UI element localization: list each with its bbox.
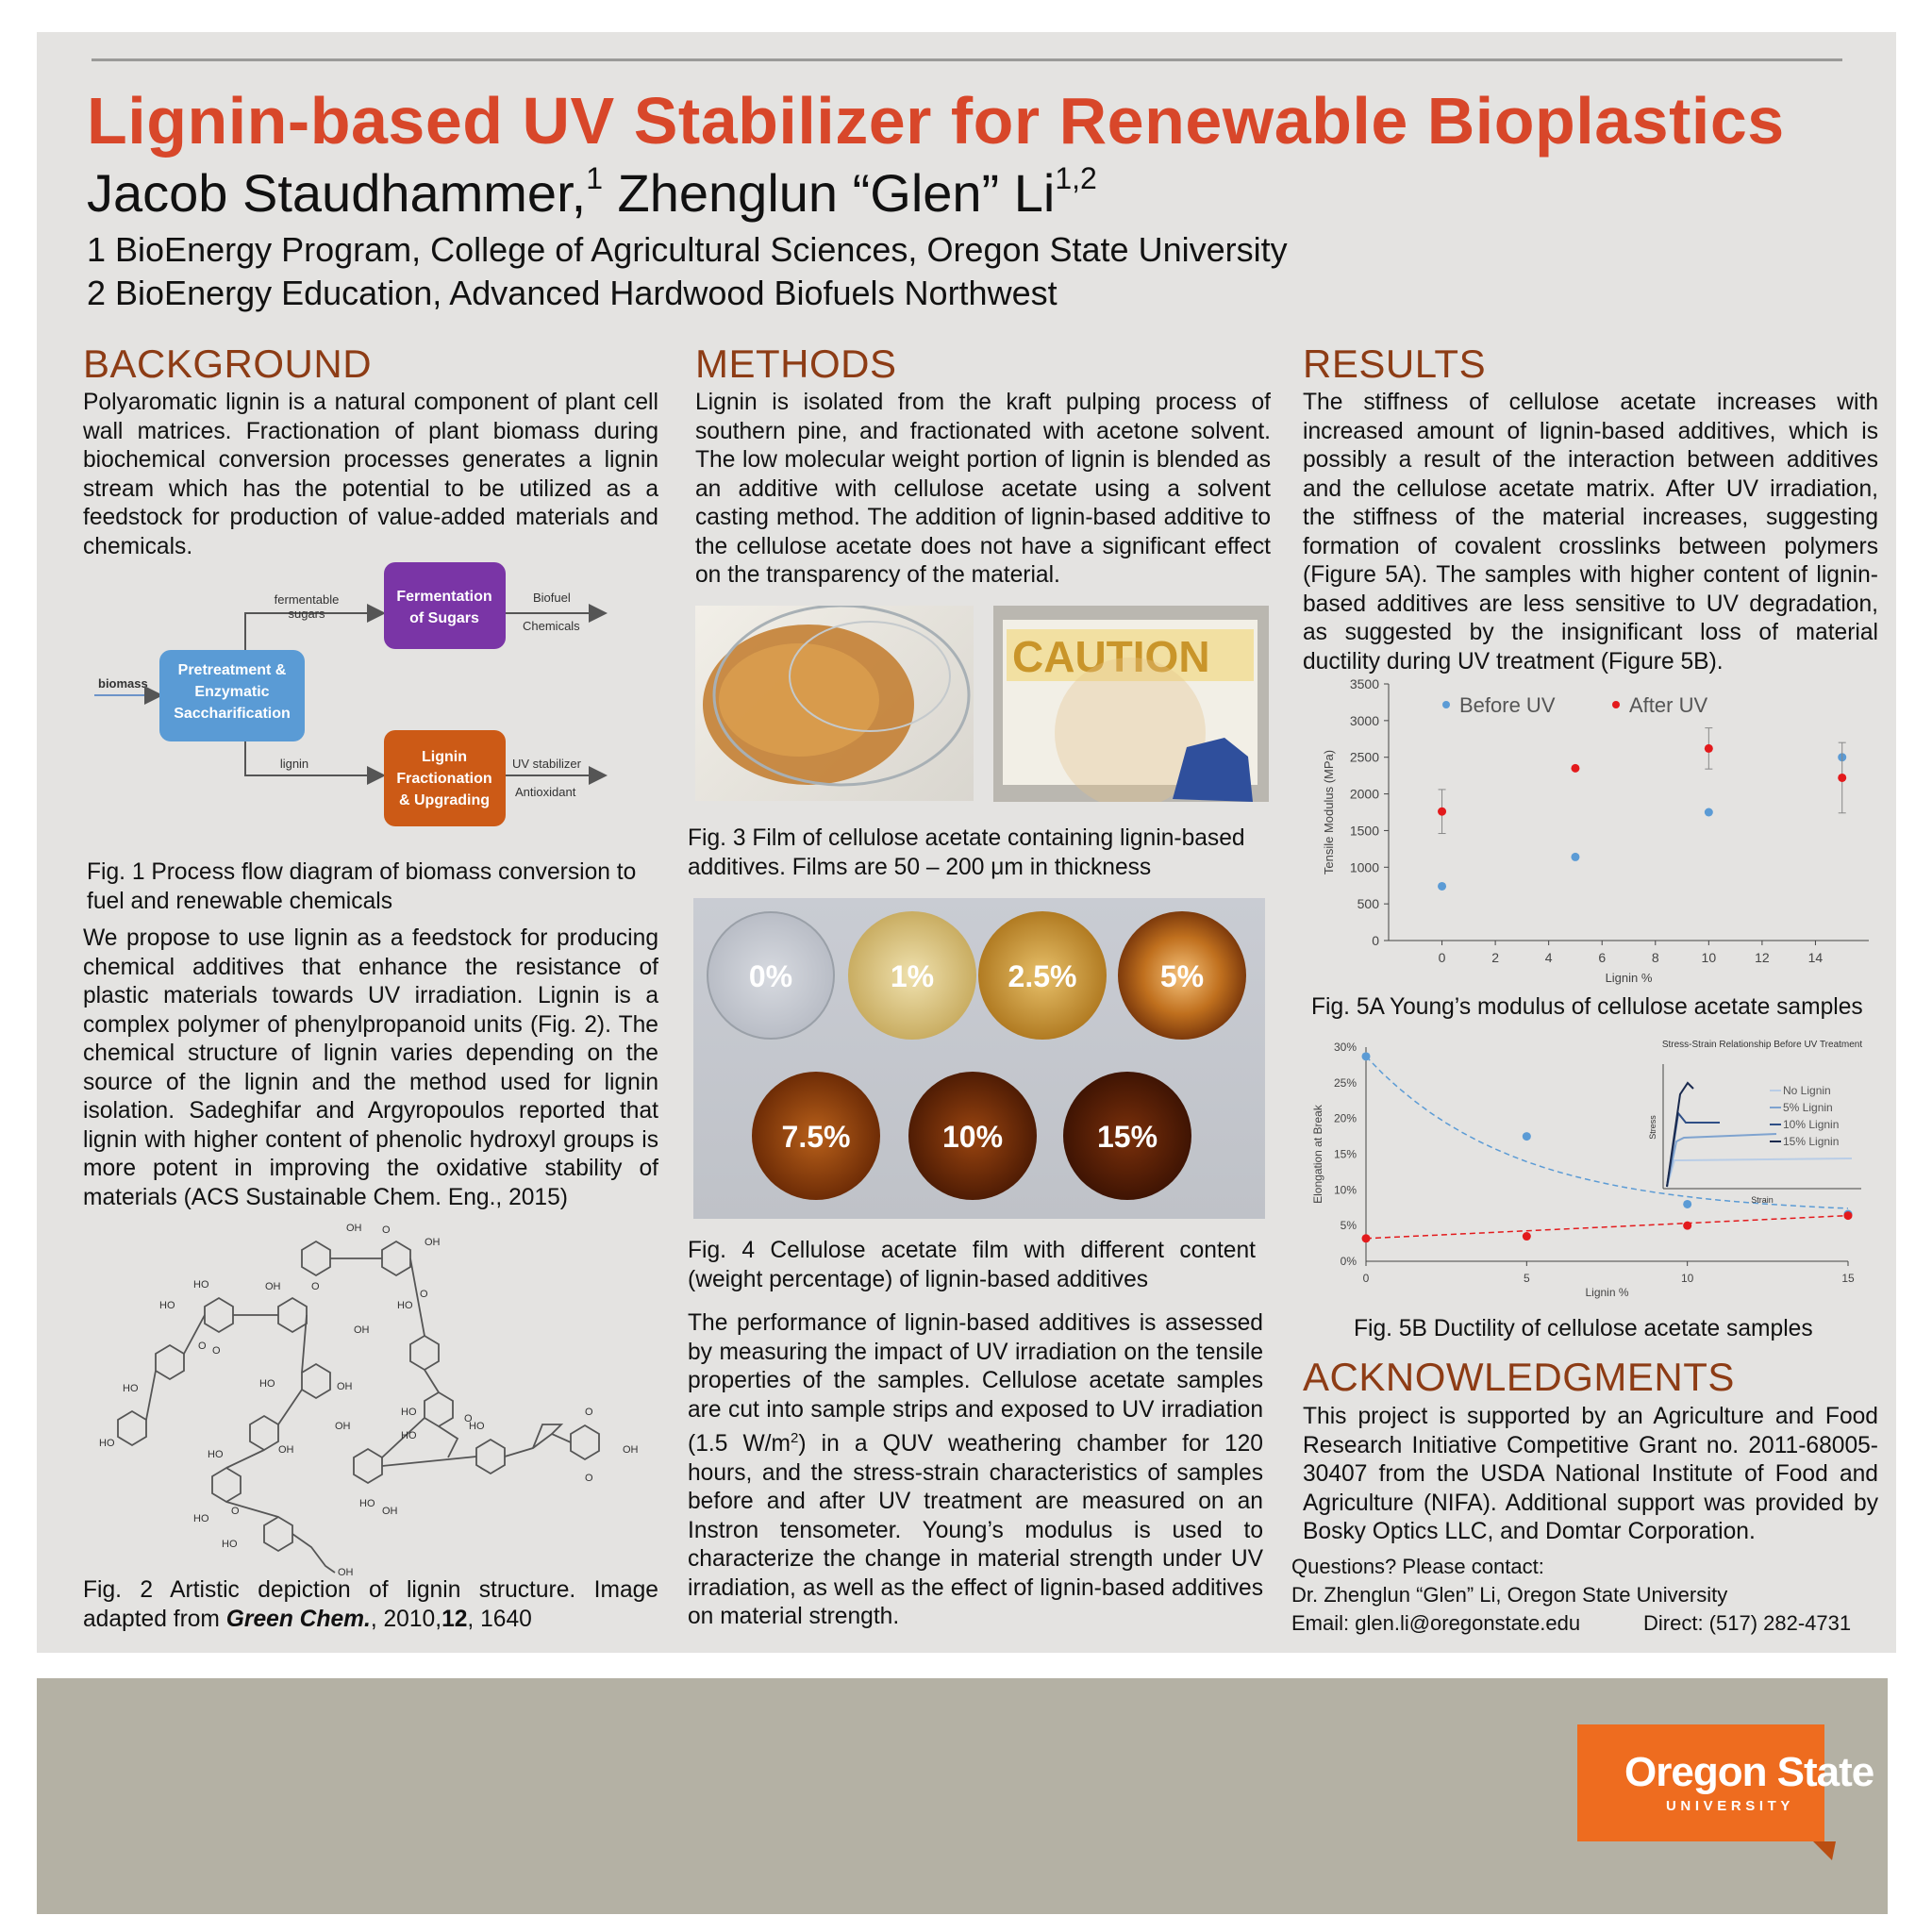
lignin-box-label-1: Lignin [422,749,467,765]
svg-text:HO: HO [193,1513,209,1524]
y-tick-label: 2000 [1349,786,1379,802]
svg-text:HO: HO [401,1407,417,1418]
x-tick-label: 12 [1755,950,1770,965]
methods-paragraph-2: The performance of lignin-based additives is assessed by measuring the impact of UV irradiation on the tensile properties of the samples. Cellulose acetate samples are cut into sample strips and exposed to UV irradiation (1.5 $W/m^2$) in a QUV weathering chamber for 120 hours, and the stress-strain characteristics of samples before and after UV treatment are measured on an Instron tensometer. Young’s modulus is used to characterize the change in material strength under UV irradiation, as well as the effect of lignin-based additives on material strength. [688,1310,1263,1630]
y-axis-label: Tensile Modulus (MPa) [1322,749,1336,875]
background-paragraph-2: We propose to use lignin as a feedstock for producing chemical additives that enhance the resistance of plastic materials towards UV irradiation. Lignin is a complex polymer of phenylpropanoid units (Fig. 2). The chemical structure of lignin varies depending on the source of the lignin and the method used for lignin isolation. Sadeghifar and Argyropoulos reported that lignin with higher content of phenolic hydroxyl groups is more potent in improving the oxidative stability of materials (ACS Sustainable Chem. Eng., 2015) [83,925,658,1210]
data-point [1683,1222,1691,1230]
authors: Jacob Staudhammer,$^1$ Zhenglun “Glen” Li$^{1,2}$ [87,161,1097,223]
svg-text:HO: HO [401,1430,417,1441]
pretreatment-label-1: Pretreatment & [177,662,287,678]
fig2-caption: Fig. 2 Artistic depiction of lignin structure. Image adapted from Green Chem., 2010,12, 1640 [83,1577,658,1632]
y-tick-label: 0 [1372,933,1379,948]
legend-label-1: Before UV [1459,693,1556,717]
data-point [1438,882,1446,891]
antioxidant-label: Antioxidant [515,785,576,799]
film-label-0: 0% [748,959,793,993]
film-label-3: 5% [1159,959,1205,993]
x-axis-label: Lignin % [1605,971,1653,985]
inset-x-label: Strain [1751,1195,1774,1205]
biofuel-label: Biofuel [533,591,571,605]
svg-text:O: O [585,1407,593,1418]
trend-line-2 [1366,1216,1848,1239]
svg-text:OH: OH [278,1444,294,1456]
svg-text:OH: OH [265,1281,281,1292]
svg-text:OH: OH [623,1444,639,1456]
inset-curve-1 [1667,1158,1852,1187]
affiliation-1: 1 BioEnergy Program, College of Agricultural Sciences, Oregon State University [87,230,1288,269]
lignin-box-label-3: & Upgrading [399,792,490,808]
x-axis-label: Lignin % [1585,1286,1629,1299]
contact-prompt: Questions? Please contact: [1291,1555,1544,1578]
film-label-2: 2.5% [1008,959,1077,993]
lignin-box-label-2: Fractionation [396,771,492,787]
x-tick-label: 10 [1680,1272,1694,1285]
trend-line-1 [1366,1057,1848,1208]
svg-text:O: O [420,1289,428,1300]
data-point [1438,808,1446,816]
data-point [1362,1234,1371,1242]
svg-text:HO: HO [208,1449,224,1460]
y-tick-label: 15% [1333,1147,1357,1161]
film-series-photo [693,898,1265,1219]
uv-stabilizer-label: UV stabilizer [512,757,581,771]
contact-email[interactable]: Email: glen.li@oregonstate.edu [1291,1611,1581,1635]
inset-y-label: Stress [1648,1115,1657,1140]
fermentation-box [384,562,506,649]
contact-phone: Direct: (517) 282-4731 [1643,1611,1852,1635]
legend-label-2: After UV [1629,693,1708,717]
x-tick-label: 15 [1841,1272,1855,1285]
x-tick-label: 0 [1438,950,1446,965]
fig5a-caption: Fig. 5A Young’s modulus of cellulose acetate samples [1311,994,1863,1020]
svg-text:HO: HO [397,1300,413,1311]
y-tick-label: 5% [1340,1219,1357,1233]
film-petri-dish-photo [695,606,974,801]
data-point [1683,1200,1691,1208]
contact-name: Dr. Zhenglun “Glen” Li, Oregon State University [1291,1583,1728,1607]
svg-text:OH: OH [338,1567,354,1575]
svg-text:HO: HO [99,1438,115,1449]
acknowledgments-paragraph: This project is supported by an Agriculture and Food Research Initiative Competitive Grant no. 2011-68005-30407 from the USDA National Institute of Food and Agriculture (NIFA). Additional support was provided by Bosky Optics LLC, and Domtar Corporation. [1303,1404,1878,1544]
background-heading: BACKGROUND [83,341,373,386]
svg-text:OH: OH [335,1421,351,1432]
y-tick-label: 25% [1333,1075,1357,1090]
logo-subtitle: UNIVERSITY [1666,1798,1795,1814]
data-point [1705,744,1713,753]
data-point [1844,1211,1853,1220]
pretreatment-label-2: Enzymatic [194,684,270,700]
y-tick-label: 10% [1333,1183,1357,1197]
fermentable-label-1: fermentable [274,592,340,607]
x-tick-label: 8 [1651,950,1659,965]
x-tick-label: 4 [1544,950,1553,965]
svg-text:O: O [311,1281,320,1292]
svg-text:O: O [198,1341,207,1352]
svg-text:HO: HO [259,1378,275,1390]
flow-biomass-label: biomass [98,676,148,691]
film-label-4: 7.5% [781,1120,851,1154]
process-flow-diagram [90,557,618,830]
methods-paragraph-1: Lignin is isolated from the kraft pulping process of southern pine, and fractionated with acetone solvent. The low molecular weight portion of lignin is blended as an additive with cellulose acetate using a solvent casting method. The addition of lignin-based additive to the cellulose acetate does not have a significant effect on the transparency of the material. [695,390,1271,588]
fermentation-label-2: of Sugars [409,610,479,626]
young-modulus-chart [1303,675,1888,991]
film-label-5: 10% [941,1120,1004,1154]
y-tick-label: 30% [1333,1041,1357,1054]
svg-text:OH: OH [382,1506,398,1517]
x-tick-label: 10 [1701,950,1717,965]
svg-text:O: O [382,1224,391,1236]
legend-marker-1 [1442,701,1450,708]
fig3-caption: Fig. 3 Film of cellulose acetate containing lignin-based additives. Films are 50 – 200 μm in thickness [688,825,1245,880]
legend-marker-2 [1612,701,1620,708]
background-paragraph-1: Polyaromatic lignin is a natural component of plant cell wall matrices. Fractionation of plant biomass during biochemical conversion processes generates a lignin stream which has the potential to be utilized as a feedstock for production of value-added materials and chemicals. [83,390,658,559]
data-point [1571,764,1579,773]
fig4-caption: Fig. 4 Cellulose acetate film with different content (weight percentage) of lignin-based additives [688,1238,1256,1292]
svg-text:HO: HO [222,1539,238,1550]
film-label-6: 15% [1096,1120,1158,1154]
pretreatment-label-3: Saccharification [174,706,291,722]
y-tick-label: 20% [1333,1111,1357,1125]
fermentation-label-1: Fermentation [396,589,492,605]
caution-text: CAUTION [1012,632,1210,681]
data-point [1838,774,1846,782]
svg-text:OH: OH [425,1237,441,1248]
results-heading: RESULTS [1303,341,1487,386]
svg-text:HO: HO [469,1421,485,1432]
data-point [1523,1232,1531,1241]
fermentable-label-2: sugars [288,607,325,621]
inset-legend-label-1: No Lignin [1783,1084,1831,1097]
inset-legend-label-2: 5% Lignin [1783,1101,1833,1114]
data-point [1362,1052,1371,1060]
svg-text:HO: HO [193,1279,209,1291]
svg-text:OH: OH [346,1223,362,1234]
y-tick-label: 0% [1340,1255,1357,1268]
inset-title: Stress-Strain Relationship Before UV Treatment [1661,1040,1863,1050]
data-point [1523,1132,1531,1141]
svg-text:O: O [464,1413,473,1424]
methods-heading: METHODS [695,341,897,386]
lignin-structure-illustration [99,1222,651,1575]
inset-legend-label-3: 10% Lignin [1783,1118,1840,1131]
osu-logo [1577,1724,1874,1841]
affiliation-2: 2 BioEnergy Education, Advanced Hardwood Biofuels Northwest [87,274,1058,312]
svg-text:HO: HO [123,1383,139,1394]
y-axis-label: Elongation at Break [1311,1105,1324,1204]
x-tick-label: 0 [1362,1272,1370,1285]
svg-text:HO: HO [359,1498,375,1509]
film-caution-sign-photo [993,606,1269,802]
y-tick-label: 1500 [1349,823,1379,839]
data-point [1571,853,1579,861]
results-paragraph: The stiffness of cellulose acetate increases with increased amount of lignin-based additives, which is possibly a result of the interaction between additives and the cellulose acetate matrix. After UV irradiation, the stiffness of the material increases, suggesting formation of covalent crosslinks between polymers (Figure 5A). The samples with higher content of lignin-based additives are less sensitive to UV degradation, as suggested by the insignificant loss of material ductility during UV treatment (Figure 5B). [1303,390,1878,675]
y-tick-label: 3500 [1349,676,1379,691]
fig5b-caption: Fig. 5B Ductility of cellulose acetate samples [1354,1316,1813,1341]
film-label-1: 1% [890,959,935,993]
svg-text:O: O [585,1473,593,1484]
data-point [1705,808,1713,817]
fig1-caption: Fig. 1 Process flow diagram of biomass conversion to fuel and renewable chemicals [87,859,637,914]
svg-text:OH: OH [354,1324,370,1336]
y-tick-label: 500 [1357,896,1379,912]
y-tick-label: 1000 [1349,859,1379,875]
svg-text:O: O [212,1345,221,1357]
svg-text:O: O [231,1506,240,1517]
x-tick-label: 14 [1807,950,1824,965]
x-tick-label: 5 [1523,1272,1530,1285]
acknowledgments-heading: ACKNOWLEDGMENTS [1303,1355,1735,1399]
svg-text:HO: HO [159,1300,175,1311]
y-tick-label: 3000 [1349,712,1379,728]
y-tick-label: 2500 [1349,749,1379,765]
chemicals-label: Chemicals [523,619,580,633]
inset-legend-label-4: 15% Lignin [1783,1135,1840,1148]
logo-wordmark: Oregon State [1624,1749,1874,1795]
x-tick-label: 2 [1491,950,1500,965]
poster-title: Lignin-based UV Stabilizer for Renewable Bioplastics [87,84,1785,158]
title-rule [92,58,1842,61]
lignin-flow-label: lignin [279,757,309,771]
svg-text:OH: OH [337,1381,353,1392]
x-tick-label: 6 [1598,950,1607,965]
ductility-chart [1303,1028,1888,1302]
